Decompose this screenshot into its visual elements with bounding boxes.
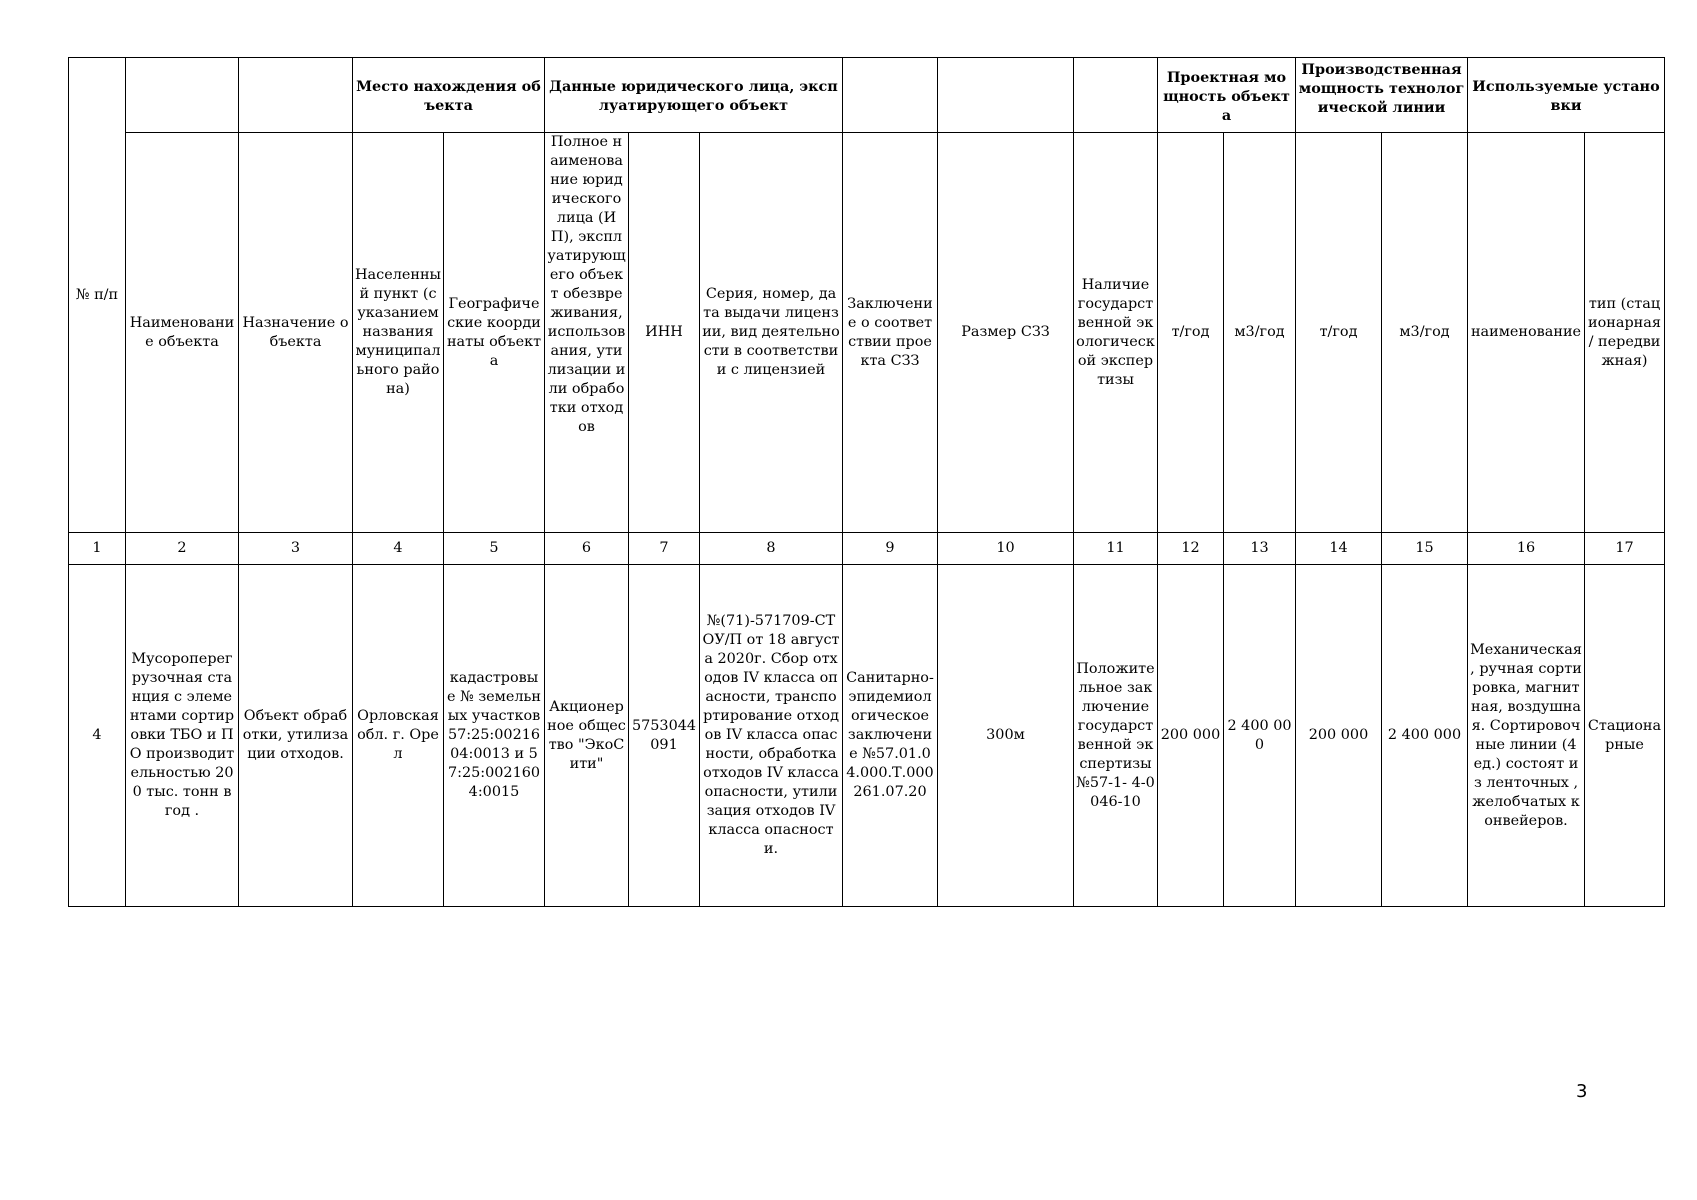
col-header-installation-type: тип (стационарная / передвижная)	[1585, 133, 1665, 533]
header-no: № п/п	[69, 58, 126, 533]
column-number: 5	[444, 533, 545, 565]
column-number: 7	[629, 533, 700, 565]
cell-object-purpose: Объект обработки, утилизации отходов.	[239, 565, 353, 907]
header-row-columns	[69, 133, 1665, 533]
column-number: 17	[1585, 533, 1665, 565]
column-number-row	[69, 533, 1665, 565]
cell-installation-type: Стационарные	[1585, 565, 1665, 907]
cell-license: №(71)-571709-СТОУ/П от 18 августа 2020г. Сбор отходов IV класса опасности, транспортирование отходов IV класса опасности, обработка отходов IV класса опасности, утилизация отходов IV класса опасности.	[700, 565, 843, 907]
cell-design-t-year: 200 000	[1158, 565, 1224, 907]
header-empty-2	[126, 58, 239, 133]
cell-legal-entity: Акционерное общество "ЭкоСити"	[545, 565, 629, 907]
registry-table	[68, 57, 1665, 907]
column-number: 8	[700, 533, 843, 565]
col-header-state-expertise: Наличие государственной экологической экспертизы	[1074, 133, 1158, 533]
column-number: 6	[545, 533, 629, 565]
cell-production-t-year: 200 000	[1296, 565, 1382, 907]
cell-szz-size: 300м	[938, 565, 1074, 907]
column-number: 9	[843, 533, 938, 565]
cell-szz-conclusion: Санитарно-эпидемиологическое заключение №57.01.04.000.Т.000261.07.20	[843, 565, 938, 907]
col-header-settlement: Населенный пункт (с указанием названия муниципального района)	[353, 133, 444, 533]
group-header-legal-entity: Данные юридического лица, эксплуатирующего объект	[545, 58, 843, 133]
column-number: 14	[1296, 533, 1382, 565]
cell-design-m3-year: 2 400 000	[1224, 565, 1296, 907]
col-header-production-m3-year: м3/год	[1382, 133, 1468, 533]
col-header-coordinates: Географические координаты объекта	[444, 133, 545, 533]
col-header-name: Наименование объекта	[126, 133, 239, 533]
cell-production-m3-year: 2 400 000	[1382, 565, 1468, 907]
group-header-production-capacity: Производственная мощность технологической линии	[1296, 58, 1468, 133]
col-header-design-t-year: т/год	[1158, 133, 1224, 533]
column-number: 15	[1382, 533, 1468, 565]
column-number: 16	[1468, 533, 1585, 565]
header-empty-3	[239, 58, 353, 133]
col-header-purpose: Назначение объекта	[239, 133, 353, 533]
column-number: 11	[1074, 533, 1158, 565]
column-number: 13	[1224, 533, 1296, 565]
group-header-location: Место нахождения объекта	[353, 58, 545, 133]
header-row-groups	[69, 58, 1665, 133]
col-header-design-m3-year: м3/год	[1224, 133, 1296, 533]
col-header-szz-conclusion: Заключение о соответствии проекта СЗЗ	[843, 133, 938, 533]
col-header-szz-size: Размер СЗЗ	[938, 133, 1074, 533]
page-number: 3	[1576, 1081, 1588, 1102]
group-header-design-capacity: Проектная мощность объекта	[1158, 58, 1296, 133]
col-header-installation-name: наименование	[1468, 133, 1585, 533]
column-number: 3	[239, 533, 353, 565]
header-empty-10	[938, 58, 1074, 133]
cell-state-expertise: Положительное заключение государственной экспертизы№57-1- 4-0046-10	[1074, 565, 1158, 907]
cell-coordinates: кадастровые № земельных участков 57:25:0021604:0013 и 57:25:0021604:0015	[444, 565, 545, 907]
cell-inn: 5753044091	[629, 565, 700, 907]
column-number: 1	[69, 533, 126, 565]
header-empty-11	[1074, 58, 1158, 133]
cell-row-number: 4	[69, 565, 126, 907]
cell-settlement: Орловская обл. г. Орел	[353, 565, 444, 907]
cell-installation-name: Механическая , ручная сортировка, магнитная, воздушная. Сортировочные линии (4 ед.) состоят из ленточных , желобчатых конвейеров.	[1468, 565, 1585, 907]
table-row	[69, 565, 1665, 907]
col-header-legal-entity-name: Полное наименование юридического лица (ИП), эксплуатирующего объект обезвреживания, использования, утилизации или обработки отходов	[545, 133, 629, 533]
header-empty-9	[843, 58, 938, 133]
group-header-installations: Используемые установки	[1468, 58, 1665, 133]
column-number: 2	[126, 533, 239, 565]
cell-object-name: Мусороперегрузочная станция с элементами сортировки ТБО и ПО производительностью 200 тыс. тонн в год .	[126, 565, 239, 907]
col-header-production-t-year: т/год	[1296, 133, 1382, 533]
column-number: 10	[938, 533, 1074, 565]
column-number: 12	[1158, 533, 1224, 565]
column-number: 4	[353, 533, 444, 565]
col-header-license: Серия, номер, дата выдачи лицензии, вид деятельности в соответствии с лицензией	[700, 133, 843, 533]
col-header-inn: ИНН	[629, 133, 700, 533]
